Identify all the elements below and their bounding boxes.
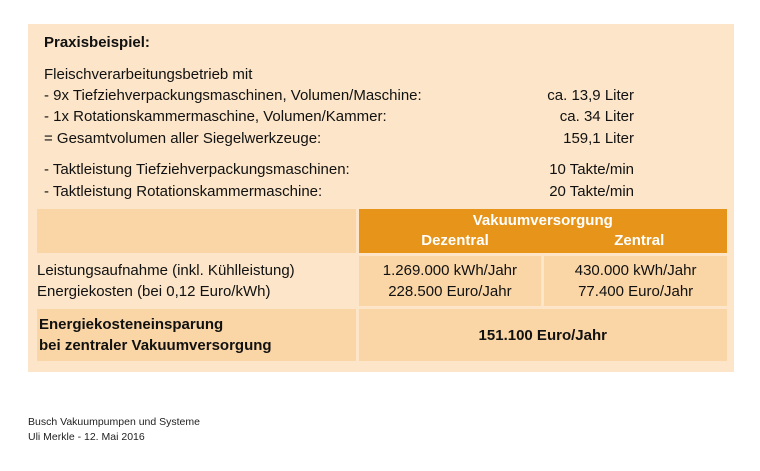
savings-label-cell <box>37 309 356 361</box>
dezentral-values-cell <box>359 256 542 306</box>
spec-value: 10 Takte/min <box>549 161 634 178</box>
row-label-power: Leistungsaufnahme (inkl. Kühlleistung) <box>37 262 295 279</box>
spec-row <box>44 161 634 181</box>
dezentral-costs: 228.500 Euro/Jahr <box>388 283 512 300</box>
spec-row <box>44 108 634 128</box>
spec-label: - 9x Tiefziehverpackungsmaschinen, Volumen/Maschine: <box>44 87 422 104</box>
spec-row <box>44 87 634 107</box>
intro-text: Fleischverarbeitungsbetrieb mit <box>44 66 253 83</box>
example-panel <box>28 24 734 372</box>
footer-author-date: Uli Merkle - 12. Mai 2016 <box>28 431 145 443</box>
header-zentral: Zentral <box>614 232 665 249</box>
savings-label-line1: Energiekosteneinsparung <box>39 316 224 333</box>
spec-label: - Taktleistung Tiefziehverpackungsmaschinen: <box>44 161 350 178</box>
comparison-table <box>34 206 730 364</box>
zentral-power: 430.000 kWh/Jahr <box>574 262 697 279</box>
table-header-row <box>37 209 727 253</box>
panel-heading: Praxisbeispiel: <box>44 34 150 51</box>
table-row-savings <box>37 309 727 361</box>
header-dezentral: Dezentral <box>421 232 489 249</box>
spec-value: 159,1 Liter <box>563 130 634 147</box>
footer <box>28 415 200 445</box>
row-label-costs: Energiekosten (bei 0,12 Euro/kWh) <box>37 283 271 300</box>
header-title: Vakuumversorgung <box>472 212 613 229</box>
spec-label: = Gesamtvolumen aller Siegelwerkzeuge: <box>44 130 322 147</box>
vakuumversorgung-header <box>359 209 727 253</box>
spec-row <box>44 183 634 203</box>
table-corner-cell <box>37 209 356 253</box>
spec-value: ca. 34 Liter <box>559 108 634 125</box>
spec-value: 20 Takte/min <box>549 183 634 200</box>
spec-label: - Taktleistung Rotationskammermaschine: <box>44 183 323 200</box>
savings-value: 151.100 Euro/Jahr <box>359 309 727 361</box>
spec-label: - 1x Rotationskammermaschine, Volumen/Kammer: <box>44 108 387 125</box>
dezentral-power: 1.269.000 kWh/Jahr <box>382 262 518 279</box>
footer-company: Busch Vakuumpumpen und Systeme <box>28 416 200 428</box>
row-labels-cell <box>37 256 356 306</box>
zentral-values-cell <box>544 256 727 306</box>
table-row <box>37 256 727 306</box>
zentral-costs: 77.400 Euro/Jahr <box>578 283 694 300</box>
spec-row <box>44 130 634 150</box>
savings-label-line2: bei zentraler Vakuumversorgung <box>39 337 272 354</box>
spec-value: ca. 13,9 Liter <box>547 87 634 104</box>
header-subcolumns <box>359 231 727 251</box>
